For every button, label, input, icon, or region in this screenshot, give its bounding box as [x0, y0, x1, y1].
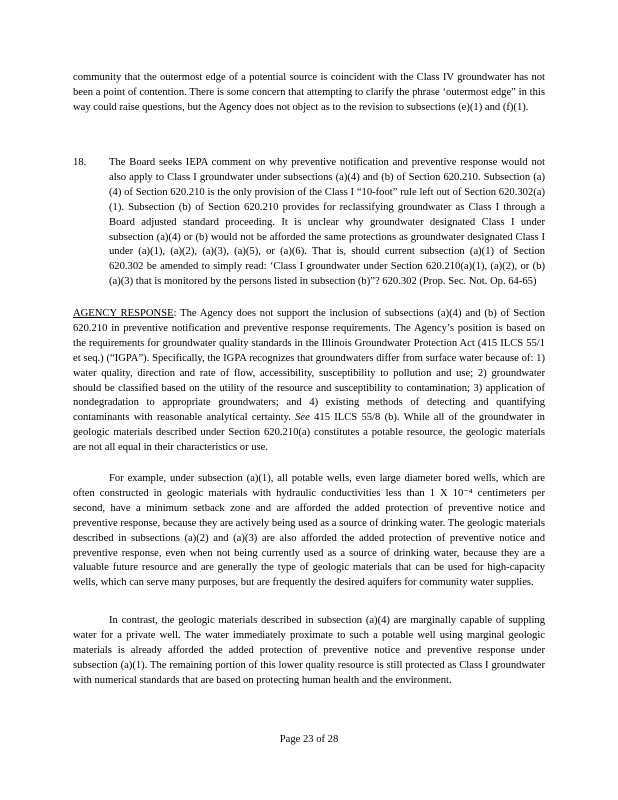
agency-response-label: AGENCY RESPONSE: [73, 308, 174, 319]
agency-response-paragraph: [73, 307, 545, 456]
question-text: The Board seeks IEPA comment on why preventive notification and preventive response would not also apply to Class I groundwater under subsections (a)(4) and (b) of Section 620.210. Subsection (a)(4) of Section 620.210 is the only provision of the Class I “10-foot” rule left out of Section 620.302(a)(1). Subsection (b) of Section 620.210 provides for reclassifying groundwater as Class I through a Board adjusted standard proceeding. It is unclear why groundwater designated Class I under subsection (a)(4) or (b) would not be afforded the same protections as groundwater designated Class I under (a)(1), (a)(2), (a)(3), (a)(5), or (a)(6). That is, should current subsection (a)(1) of Section 620.302 be amended to simply read: ‘Class I groundwater under Section 620.210(a)(1), (a)(2), or (b) (a)(3) that is monitored by the persons listed in subsection (b)”? 620.302 (Prop. Sec. Not. Op. 64-65): [109, 157, 545, 288]
agency-response-text-1: : The Agency does not support the inclusion of subsections (a)(4) and (b) of Section 620.210 in preventive notification and preventive response requirements. The Agency’s position is based on the requirements for groundwater quality standards in the Illinois Groundwater Protection Act (415 ILCS 55/1 et seq.) (“IGPA”). Specifically, the IGPA recognizes that groundwaters differ from surface water because of: 1) water quality, direction and rate of flow, accessibility, susceptibility to pollution and use; 2) groundwater should be classified based on the utility of the resource and susceptibility to contamination; 3) application of nondegradation to appropriate groundwaters; and 4) existing methods of detecting and quantifying contaminants with reasonable analytical certainty.: [73, 308, 545, 424]
see-citation-signal: See: [295, 412, 310, 424]
question-number: 18.: [73, 157, 87, 168]
example-paragraph: For example, under subsection (a)(1), all potable wells, even large diameter bored wells, which are often constructed in geologic materials with hydraulic conductivities less than 1 X 10⁻⁴ centimeters per second, have a minimum setback zone and are afforded the added protection of preventive notice and preventive response, because they are actively being used as a source of drinking water. The geologic materials described in subsections (a)(2) and (a)(3) are also afforded the added protection of preventive notice and preventive response, even when not being currently used as a source of drinking water, because they are a valuable future resource and are generally the type of geologic materials that can be used for high-capacity wells, which can serve many purposes, but are frequently the desired aquifers for community water supplies.: [73, 473, 545, 589]
contrast-paragraph: In contrast, the geologic materials described in subsection (a)(4) are marginally capable of suppling water for a private well. The water immediately proximate to such a potable well using marginal geologic materials is already afforded the added protection of preventive notice and preventive response under subsection (a)(1). The remaining portion of this lower quality resource is still protected as Class I groundwater with numerical standards that are based on protecting human health and the environment.: [73, 615, 545, 686]
continuation-paragraph: community that the outermost edge of a potential source is coincident with the Class IV groundwater has not been a point of contention. There is some concern that attempting to clarify the phrase ‘outermost edge” in this way could raise questions, but the Agency does not object as to the revision to subsections (e)(1) and (f)(1).: [73, 72, 545, 113]
agency-response-text-2: 415 ILCS 55/8 (b). While all of the groundwater in geologic materials described under Section 620.210(a) constitutes a potable resource, the geologic materials are not all equal in their characteristics or use.: [73, 412, 545, 454]
page-footer: Page 23 of 28: [279, 734, 339, 745]
